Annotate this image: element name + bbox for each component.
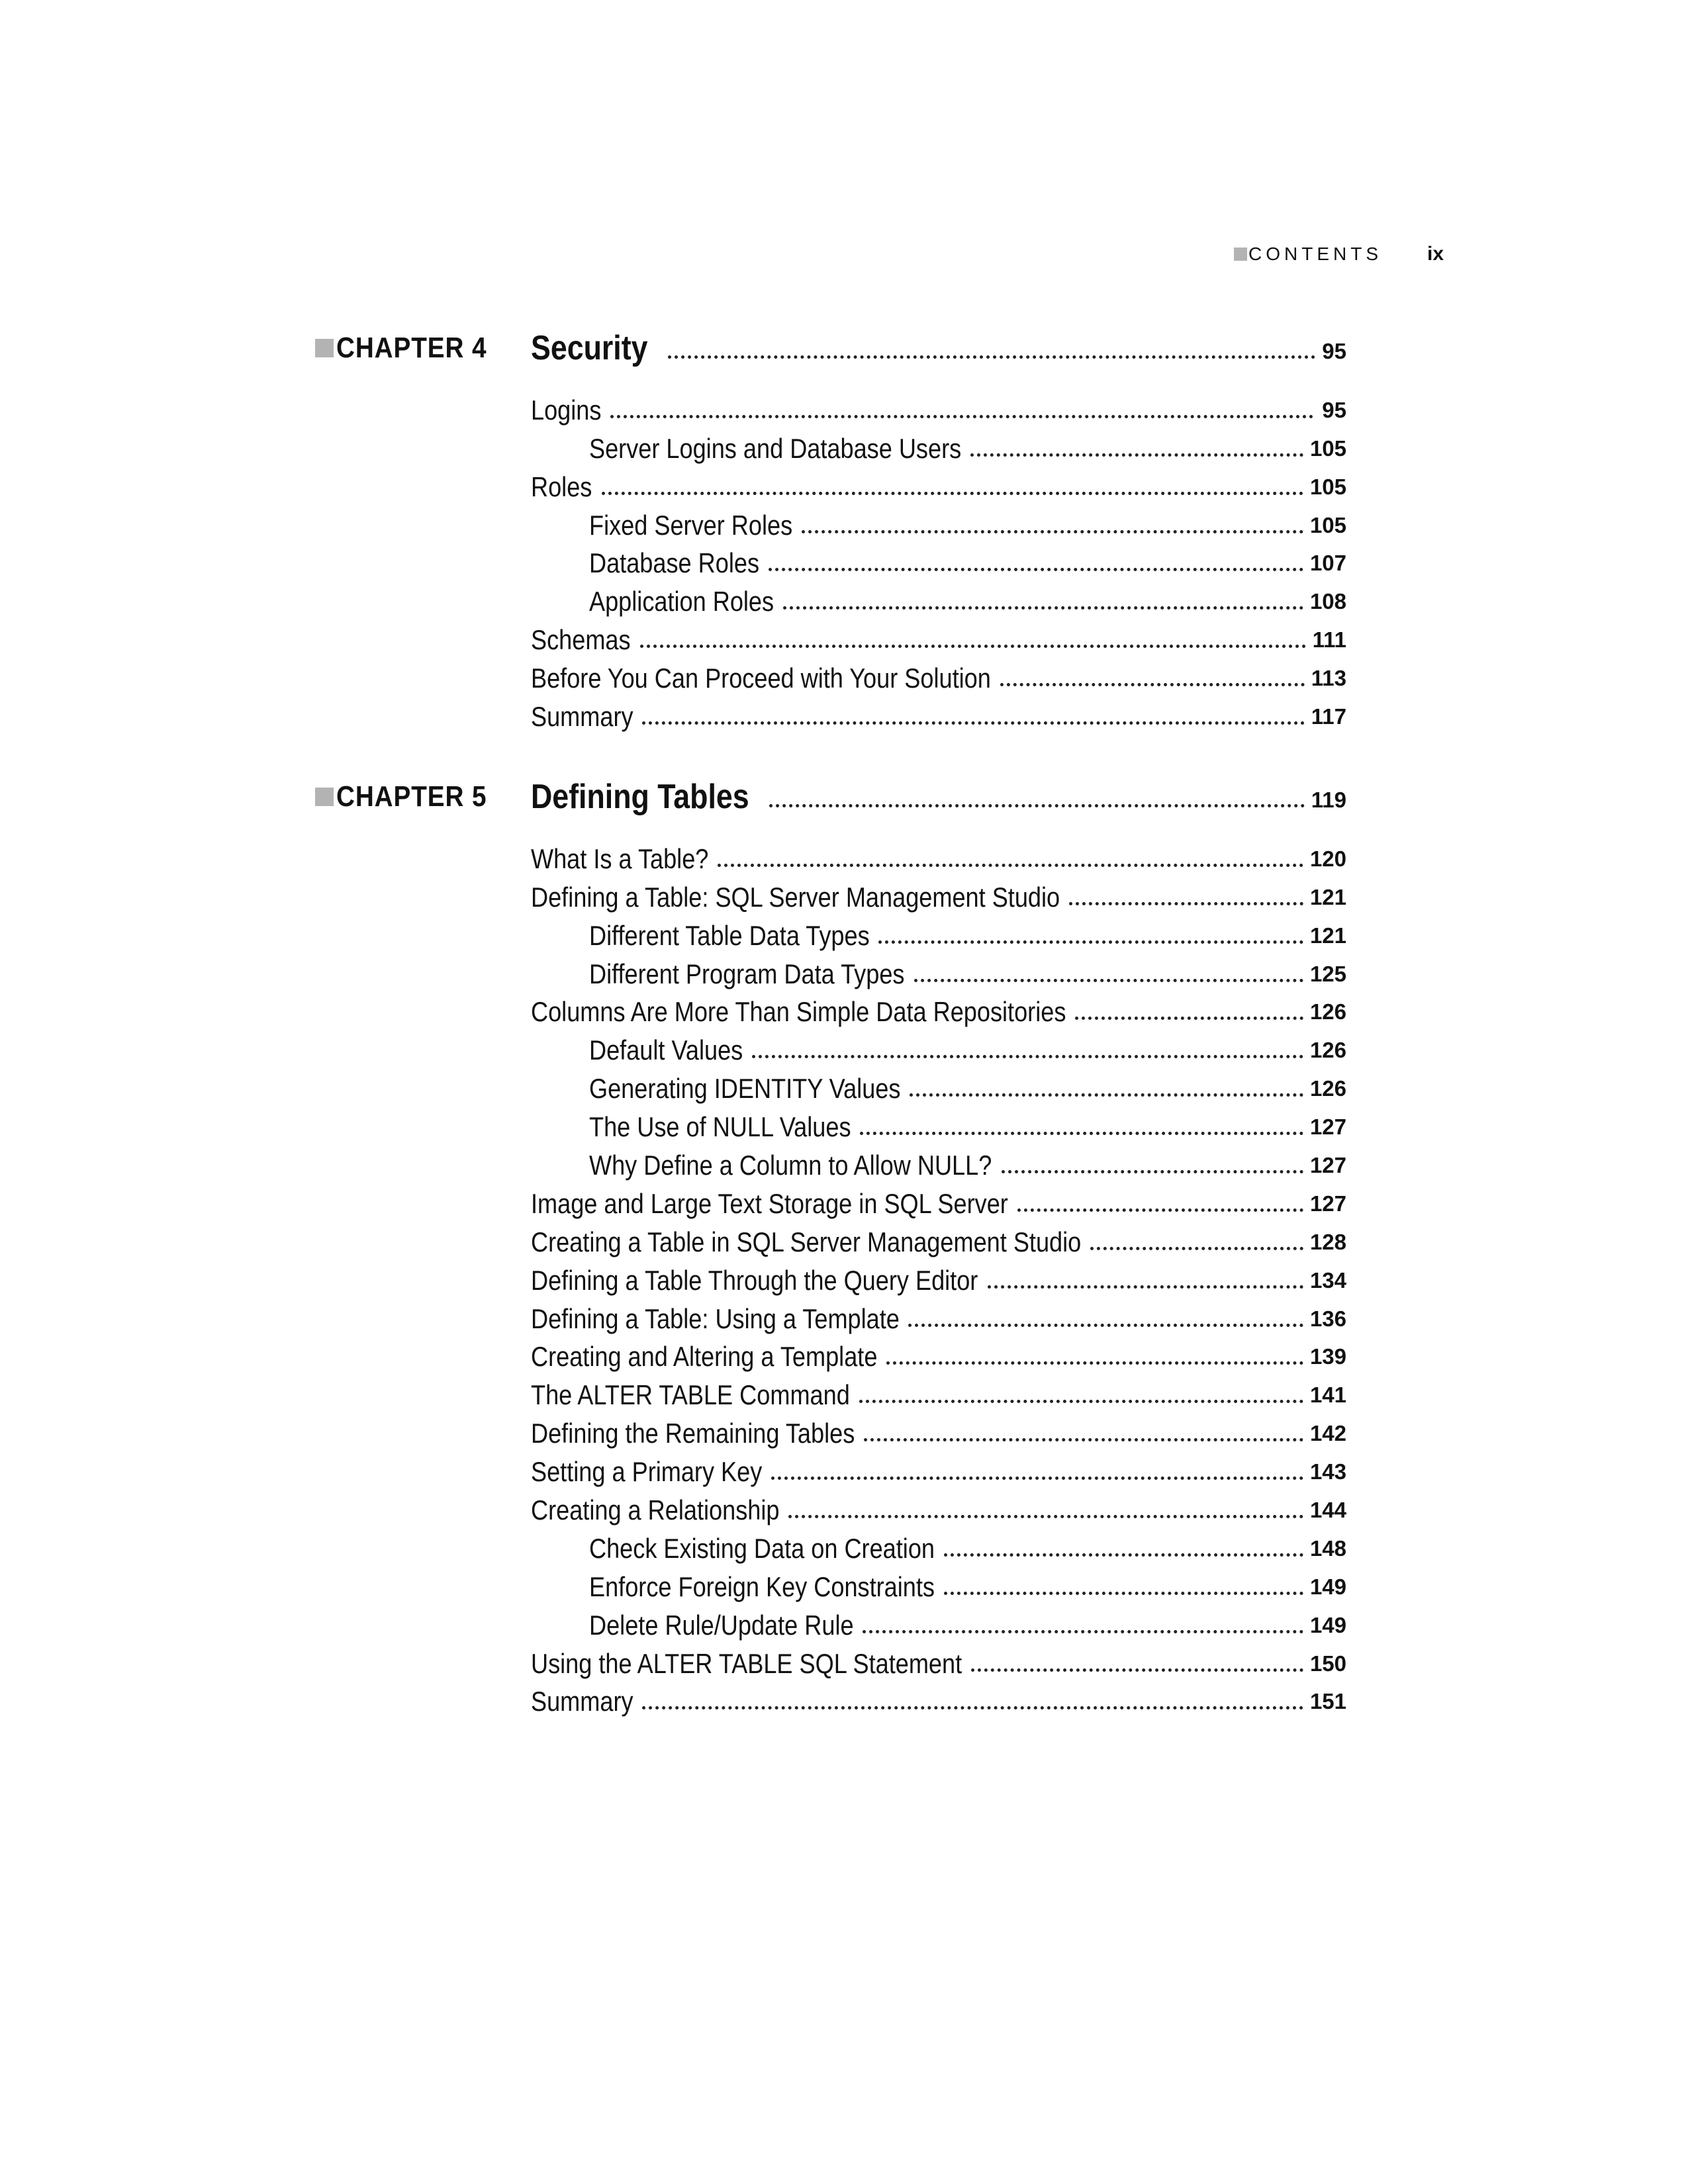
toc-entry[interactable] [531, 1258, 1346, 1297]
entry-page-number: 95 [1322, 397, 1346, 422]
entry-page-number: 121 [1309, 884, 1346, 909]
entry-page-number: 151 [1309, 1689, 1346, 1714]
entry-page-number: 125 [1309, 961, 1346, 986]
entry-page-number: 148 [1309, 1535, 1346, 1561]
toc-entry[interactable] [531, 1449, 1346, 1488]
entry-title: Database Roles [589, 547, 760, 579]
toc-entry[interactable] [531, 1373, 1346, 1411]
entry-page-number: 141 [1309, 1383, 1346, 1408]
entry-title: Application Roles [589, 586, 774, 617]
entry-page-number: 105 [1309, 512, 1346, 537]
chapter-title: Defining Tables [531, 778, 749, 816]
chapter-label-text: CHAPTER 5 [336, 780, 487, 813]
dot-leader [602, 492, 1303, 495]
toc-entry[interactable] [531, 837, 1346, 875]
dot-leader [860, 1132, 1303, 1135]
dot-leader [769, 804, 1305, 807]
toc-entry[interactable] [531, 1488, 1346, 1526]
entry-page-number: 126 [1309, 1076, 1346, 1101]
toc-entry[interactable] [531, 656, 1346, 694]
entry-title: Using the ALTER TABLE SQL Statement [531, 1647, 962, 1679]
dot-leader [863, 1630, 1303, 1633]
dot-leader [988, 1285, 1303, 1289]
dot-leader [971, 1668, 1303, 1672]
entry-page-number: 121 [1309, 923, 1346, 948]
entry-page-number: 105 [1309, 435, 1346, 461]
section-marker-square [1234, 248, 1247, 261]
entry-title: Defining a Table: Using a Template [531, 1302, 900, 1334]
dot-leader [1002, 1170, 1303, 1173]
dot-leader [944, 1592, 1303, 1595]
entry-page-number: 144 [1309, 1498, 1346, 1523]
toc-entry[interactable] [531, 1411, 1346, 1449]
page-number: ix [1427, 243, 1444, 265]
section-label: CONTENTS [1248, 244, 1382, 264]
toc-entry[interactable] [531, 1335, 1346, 1373]
entry-title: Logins [531, 394, 602, 426]
dot-leader [910, 1093, 1303, 1097]
entry-page-number: 149 [1309, 1612, 1346, 1637]
entry-list [531, 837, 1346, 1717]
toc-subentry[interactable] [531, 1603, 1346, 1641]
entry-title: Roles [531, 471, 592, 502]
toc-entry[interactable] [531, 1641, 1346, 1680]
entry-title: Why Define a Column to Allow NULL? [589, 1150, 992, 1181]
dot-leader [640, 645, 1306, 648]
entry-title: Fixed Server Roles [589, 509, 793, 541]
toc-subentry[interactable] [531, 1105, 1346, 1143]
entry-page-number: 128 [1309, 1229, 1346, 1254]
entry-title: Generating IDENTITY Values [589, 1073, 901, 1105]
dot-leader [642, 721, 1305, 725]
entry-title: Defining the Remaining Tables [531, 1418, 855, 1449]
entry-page-number: 149 [1309, 1574, 1346, 1599]
dot-leader [668, 355, 1316, 359]
dot-leader [718, 864, 1303, 867]
toc-subentry[interactable] [531, 1028, 1346, 1066]
toc-entry[interactable] [531, 388, 1346, 426]
dot-leader [752, 1055, 1303, 1058]
dot-leader [783, 606, 1303, 610]
entry-title: What Is a Table? [531, 842, 709, 874]
dot-leader [970, 453, 1303, 457]
entry-page-number: 117 [1311, 704, 1346, 729]
toc-entry[interactable] [531, 465, 1346, 503]
entry-page-number: 150 [1309, 1651, 1346, 1676]
entry-page-number: 105 [1309, 474, 1346, 499]
dot-leader [802, 530, 1303, 533]
toc-subentry[interactable] [531, 579, 1346, 617]
dot-leader [878, 940, 1303, 944]
chapter-heading[interactable] [531, 773, 1346, 817]
entry-title: Default Values [589, 1034, 743, 1066]
entry-title: Creating a Table in SQL Server Management Studio [531, 1226, 1082, 1257]
entry-title: Defining a Table: SQL Server Management Studio [531, 881, 1060, 913]
chapter-page-number: 95 [1322, 339, 1346, 363]
chapter-page-number: 119 [1311, 788, 1346, 812]
toc-entry[interactable] [531, 617, 1346, 656]
chapter-marker-square [315, 788, 334, 806]
toc-subentry[interactable] [531, 952, 1346, 990]
entry-title: Enforce Foreign Key Constraints [589, 1570, 935, 1602]
entry-page-number: 120 [1309, 846, 1346, 871]
dot-leader [788, 1515, 1303, 1518]
dot-leader [864, 1438, 1303, 1441]
entry-page-number: 127 [1309, 1153, 1346, 1178]
entry-title: Check Existing Data on Creation [589, 1532, 935, 1564]
toc-subentry[interactable] [531, 1066, 1346, 1105]
entry-title: Different Table Data Types [589, 919, 870, 951]
toc-entry[interactable] [531, 1220, 1346, 1258]
entry-title: Defining a Table Through the Query Editor [531, 1264, 978, 1296]
toc-entry[interactable] [531, 1680, 1346, 1718]
entry-page-number: 108 [1309, 589, 1346, 614]
entry-title: Server Logins and Database Users [589, 432, 962, 464]
dot-leader [769, 568, 1303, 571]
dot-leader [1000, 683, 1305, 686]
entry-page-number: 134 [1309, 1267, 1346, 1293]
chapter-heading[interactable] [531, 324, 1346, 368]
toc-entry[interactable] [531, 694, 1346, 733]
entry-title: Setting a Primary Key [531, 1456, 763, 1488]
entry-page-number: 143 [1309, 1459, 1346, 1484]
entry-title: Before You Can Proceed with Your Solution [531, 662, 991, 694]
dot-leader [859, 1400, 1303, 1403]
entry-page-number: 111 [1312, 627, 1346, 653]
entry-page-number: 113 [1311, 666, 1346, 691]
toc-entry[interactable] [531, 875, 1346, 913]
entry-page-number: 139 [1309, 1344, 1346, 1369]
dot-leader [642, 1706, 1303, 1709]
entry-page-number: 142 [1309, 1421, 1346, 1446]
chapter-label [315, 777, 507, 817]
dot-leader [610, 415, 1313, 418]
entry-page-number: 107 [1309, 551, 1346, 576]
chapter-marker-square [315, 339, 334, 357]
dot-leader [771, 1477, 1303, 1480]
entry-title: Different Program Data Types [589, 958, 905, 989]
toc-entry[interactable] [531, 1181, 1346, 1220]
toc-subentry[interactable] [531, 1526, 1346, 1565]
toc-subentry[interactable] [531, 503, 1346, 541]
running-header [1234, 241, 1382, 267]
toc-subentry[interactable] [531, 913, 1346, 952]
entry-title: The Use of NULL Values [589, 1111, 851, 1143]
dot-leader [1017, 1208, 1303, 1212]
entry-title: The ALTER TABLE Command [531, 1379, 850, 1411]
entry-title: Schemas [531, 624, 631, 656]
entry-title: Delete Rule/Update Rule [589, 1609, 854, 1641]
toc-entry[interactable] [531, 990, 1346, 1028]
chapter-label-text: CHAPTER 4 [336, 332, 487, 364]
entry-page-number: 127 [1309, 1115, 1346, 1140]
toc-subentry[interactable] [531, 541, 1346, 580]
entry-title: Creating a Relationship [531, 1494, 780, 1526]
toc-subentry[interactable] [531, 426, 1346, 465]
dot-leader [1075, 1017, 1303, 1020]
dot-leader [1069, 902, 1303, 905]
entry-title: Summary [531, 701, 633, 733]
toc-subentry[interactable] [531, 1143, 1346, 1181]
entry-page-number: 127 [1309, 1191, 1346, 1216]
entry-title: Columns Are More Than Simple Data Repositories [531, 996, 1066, 1028]
toc-subentry[interactable] [531, 1565, 1346, 1603]
entry-list [531, 388, 1346, 733]
dot-leader [914, 979, 1303, 982]
dot-leader [908, 1324, 1303, 1327]
entry-page-number: 126 [1309, 999, 1346, 1024]
toc-entry[interactable] [531, 1297, 1346, 1335]
dot-leader [1090, 1247, 1303, 1250]
chapter-title: Security [531, 329, 648, 367]
entry-page-number: 126 [1309, 1038, 1346, 1063]
chapter-label [315, 328, 507, 368]
entry-title: Image and Large Text Storage in SQL Server [531, 1187, 1008, 1219]
entry-title: Summary [531, 1686, 633, 1717]
dot-leader [944, 1553, 1303, 1557]
dot-leader [886, 1361, 1303, 1365]
entry-title: Creating and Altering a Template [531, 1341, 878, 1373]
entry-page-number: 136 [1309, 1306, 1346, 1331]
